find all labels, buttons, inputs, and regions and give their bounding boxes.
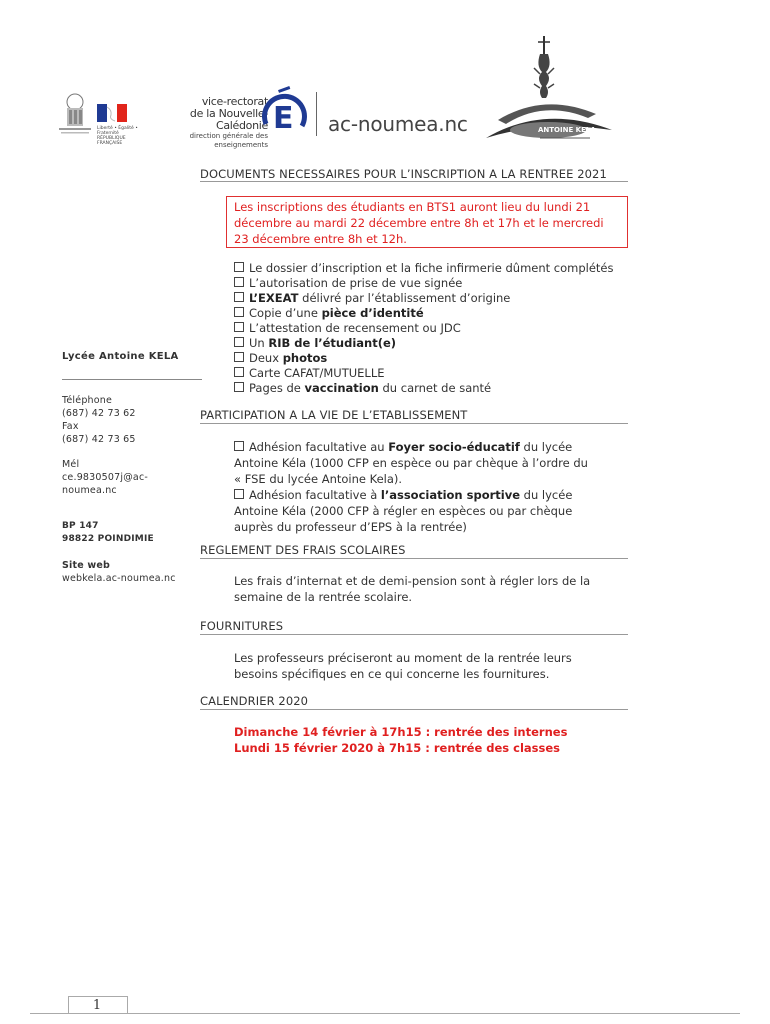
fournitures-text: Les professeurs préciseront au moment de la rentrée leurs besoins spécifiques en ce qui concerne les fournitures. <box>234 651 572 681</box>
frais-rule <box>200 558 628 559</box>
checklist-item: L’EXEAT délivré par l’établissement d’origine <box>234 291 634 306</box>
svg-text:E: E <box>273 101 294 136</box>
frais-text: Les frais d’internat et de demi-pension sont à régler lors de la semaine de la rentrée scolaire. <box>234 574 591 604</box>
contact-email: Mél ce.9830507j@ac- noumea.nc <box>62 459 149 496</box>
checkbox-icon <box>234 322 244 332</box>
lycee-kela-logo-icon <box>478 34 618 154</box>
republique-francaise-logo <box>97 104 147 146</box>
kela-logo-label: ANTOINE KELA <box>538 126 596 134</box>
checkbox-icon <box>234 307 244 317</box>
postal-address: BP 147 98822 POINDIMIE <box>62 521 154 544</box>
republic-name: RÉPUBLIQUE FRANÇAISE <box>97 136 126 146</box>
checklist-item: Le dossier d’inscription et la fiche infirmerie dûment complétés <box>234 261 634 276</box>
bts-notice-line: Les inscriptions des étudiants en BTS1 auront lieu du lundi 21 <box>234 200 591 214</box>
checkbox-icon <box>234 367 244 377</box>
calendrier-title: CALENDRIER 2020 <box>200 694 309 708</box>
checkbox-icon <box>234 277 244 287</box>
french-flag-icon <box>97 104 127 122</box>
vice-rectorat-logo-text <box>158 96 268 150</box>
fournitures-rule <box>200 634 628 635</box>
checklist-item: Carte CAFAT/MUTUELLE <box>234 366 634 381</box>
checkbox-icon <box>234 441 244 451</box>
fournitures-title: FOURNITURES <box>200 619 284 633</box>
vice-rectorat-line1: vice-rectorat <box>201 95 268 108</box>
main-title-rule <box>200 181 628 182</box>
bts-notice <box>234 199 604 247</box>
calendrier-text: Dimanche 14 février à 17h15 : rentrée des internes Lundi 15 février 2020 à 7h15 : rentrée des classes <box>234 725 568 755</box>
sidebar-rule <box>62 379 202 380</box>
ac-noumea-logo-text: ac-noumea.nc <box>328 112 468 136</box>
checkbox-icon <box>234 292 244 302</box>
education-e-logo-icon <box>262 84 308 142</box>
school-name: Lycée Antoine KELA <box>62 351 179 362</box>
academy-emblem-icon <box>55 88 95 140</box>
main-title: DOCUMENTS NECESSAIRES POUR L’INSCRIPTION A LA RENTREE 2021 <box>200 167 607 181</box>
footer-rule <box>30 1013 740 1014</box>
checklist-item: Deux photos <box>234 351 634 366</box>
bts-notice-line: décembre au mardi 22 décembre entre 8h et 17h et le mercredi <box>234 216 604 230</box>
frais-title: REGLEMENT DES FRAIS SCOLAIRES <box>200 543 406 557</box>
participation-title: PARTICIPATION A LA VIE DE L’ETABLISSEMENT <box>200 408 468 422</box>
page-number: 1 <box>92 998 102 1013</box>
vice-rectorat-line2: de la Nouvelle-Calédonie <box>189 107 268 132</box>
calendrier-rule <box>200 709 628 710</box>
vice-rectorat-line3: direction générale des enseignements <box>189 132 268 149</box>
checklist-item: Pages de vaccination du carnet de santé <box>234 381 634 396</box>
header-divider <box>316 92 317 136</box>
checklist-item: L’autorisation de prise de vue signée <box>234 276 634 291</box>
contact-phone-fax: Téléphone (687) 42 73 62 Fax (687) 42 73 65 <box>62 395 136 445</box>
website-block: Site web webkela.ac-noumea.nc <box>62 560 176 584</box>
participation-text: Adhésion facultative au Foyer socio-éducatif du lycée Antoine Kéla (1000 CFP en espèce ou par chèque à l’ordre du « FSE du lycée Antoine Kela). Adhésion facultative à l’association sportive du lycée Antoine Kéla (2000 CFP à régler en espèces ou par chèque auprès du professeur d’EPS à la rentrée) <box>234 440 588 534</box>
republic-motto: Liberté • Égalité • Fraternité <box>97 126 138 136</box>
documents-checklist <box>234 261 634 396</box>
participation-rule <box>200 423 628 424</box>
checklist-item: L’attestation de recensement ou JDC <box>234 321 634 336</box>
checkbox-icon <box>234 262 244 272</box>
checkbox-icon <box>234 337 244 347</box>
checkbox-icon <box>234 352 244 362</box>
checklist-item: Un RIB de l’étudiant(e) <box>234 336 634 351</box>
checkbox-icon <box>234 489 244 499</box>
checklist-item: Copie d’une pièce d’identité <box>234 306 634 321</box>
bts-notice-line: 23 décembre entre 8h et 12h. <box>234 232 407 246</box>
checkbox-icon <box>234 382 244 392</box>
